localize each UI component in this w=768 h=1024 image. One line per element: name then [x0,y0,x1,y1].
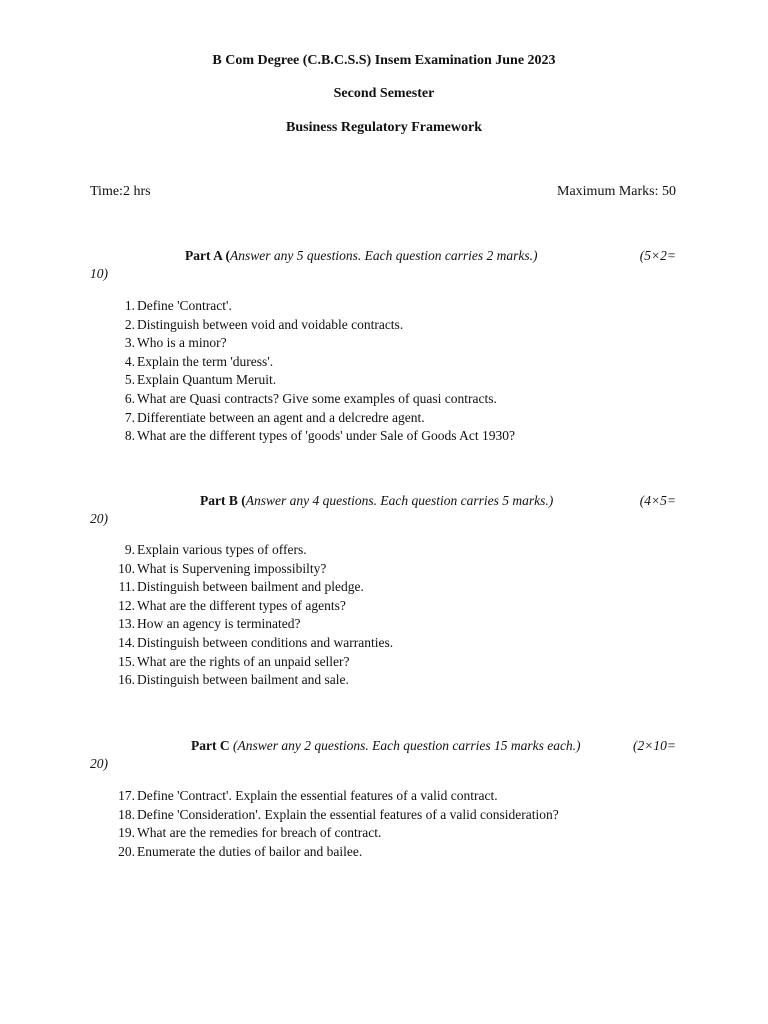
question-number: 3. [124,335,135,351]
part-b-instruction: Answer any 4 questions. Each question carries 5 marks.) [245,493,554,508]
question-item [108,843,668,862]
question-item [108,427,668,446]
question-number: 19. [118,825,135,841]
question-number: 7. [124,409,135,425]
part-a-marks: (5×2= [639,248,676,263]
part-c-marks-total: 20) [90,756,108,771]
time-allowed: Time:2 hrs [90,184,151,199]
question-text: Define 'Contract'. Explain the essential features of a valid contract. [137,788,498,803]
question-number: 15. [118,653,135,669]
part-a-label: Part A ( [185,248,230,263]
question-text: Distinguish between bailment and sale. [137,672,349,688]
part-a-marks-total: 10) [90,266,108,281]
question-text: Distinguish between conditions and warranties. [137,634,394,650]
question-item [108,634,668,653]
question-text: Differentiate between an agent and a delcredre agent. [137,409,425,425]
question-item [108,316,668,335]
part-c-question-list [108,787,668,861]
question-item [108,409,668,428]
question-item [108,390,668,409]
part-b-question-list [108,541,668,690]
part-b-label: Part B ( [200,493,246,508]
question-number: 12. [118,597,135,613]
question-number: 6. [124,390,135,406]
question-number: 18. [118,806,135,822]
part-a-question-list [108,297,668,446]
question-item [108,653,668,672]
question-item [108,560,668,579]
question-item [108,824,668,843]
semester-title: Second Semester [333,86,435,101]
question-item [108,671,668,690]
question-number: 11. [118,579,135,595]
question-text: Explain the term 'duress'. [137,353,274,369]
question-number: 2. [124,316,135,332]
question-text: Enumerate the duties of bailor and bailee. [137,843,363,859]
part-b-heading [90,493,676,526]
question-text: What are Quasi contracts? Give some examples of quasi contracts. [137,390,497,406]
part-a-heading [90,248,676,281]
question-text: Explain various types of offers. [137,542,307,557]
part-c-instruction: (Answer any 2 questions. Each question carries 15 marks each.) [232,738,581,753]
subject-title: Business Regulatory Framework [286,120,482,135]
question-number: 8. [124,428,135,444]
question-number: 1. [124,298,135,313]
part-b-title [200,493,553,509]
part-b-marks: (4×5= [639,493,676,508]
question-text: Distinguish between void and voidable contracts. [137,316,404,332]
question-text: What are the rights of an unpaid seller? [137,653,350,669]
part-b-marks-total: 20) [90,511,108,526]
question-text: Explain Quantum Meruit. [137,372,277,388]
question-item [108,578,668,597]
question-text: What are the different types of 'goods' under Sale of Goods Act 1930? [137,428,516,444]
maximum-marks: Maximum Marks: 50 [557,184,676,199]
question-number: 13. [118,616,135,632]
question-number: 4. [124,353,135,369]
question-item [108,615,668,634]
question-item [108,806,668,825]
part-a-title [185,248,537,264]
question-text: Distinguish between bailment and pledge. [137,579,364,595]
exam-title: B Com Degree (C.B.C.S.S) Insem Examination June 2023 [212,53,556,68]
part-a-instruction: Answer any 5 questions. Each question carries 2 marks.) [230,248,538,263]
part-c-title [191,738,581,754]
question-number: 9. [124,542,135,557]
question-number: 17. [118,788,135,803]
question-item [108,541,668,560]
question-text: What is Supervening impossibilty? [137,560,327,576]
question-text: What are the different types of agents? [137,597,346,613]
question-item [108,597,668,616]
question-item [108,787,668,806]
question-text: Define 'Consideration'. Explain the essential features of a valid consideration? [137,806,559,822]
question-item [108,297,668,316]
part-c-marks: (2×10= [633,738,676,753]
question-text: Who is a minor? [137,335,227,351]
question-number: 5. [124,372,135,388]
question-text: Define 'Contract'. [137,298,232,313]
part-c-heading [90,738,676,771]
question-text: How an agency is terminated? [137,616,301,632]
question-number: 14. [118,634,135,650]
question-number: 10. [118,560,135,576]
exam-meta-row [90,184,676,200]
question-number: 16. [118,672,135,688]
question-item [108,353,668,372]
question-item [108,371,668,390]
question-number: 20. [118,843,135,859]
question-text: What are the remedies for breach of contract. [137,825,382,841]
question-item [108,334,668,353]
part-c-label: Part C [191,738,230,753]
